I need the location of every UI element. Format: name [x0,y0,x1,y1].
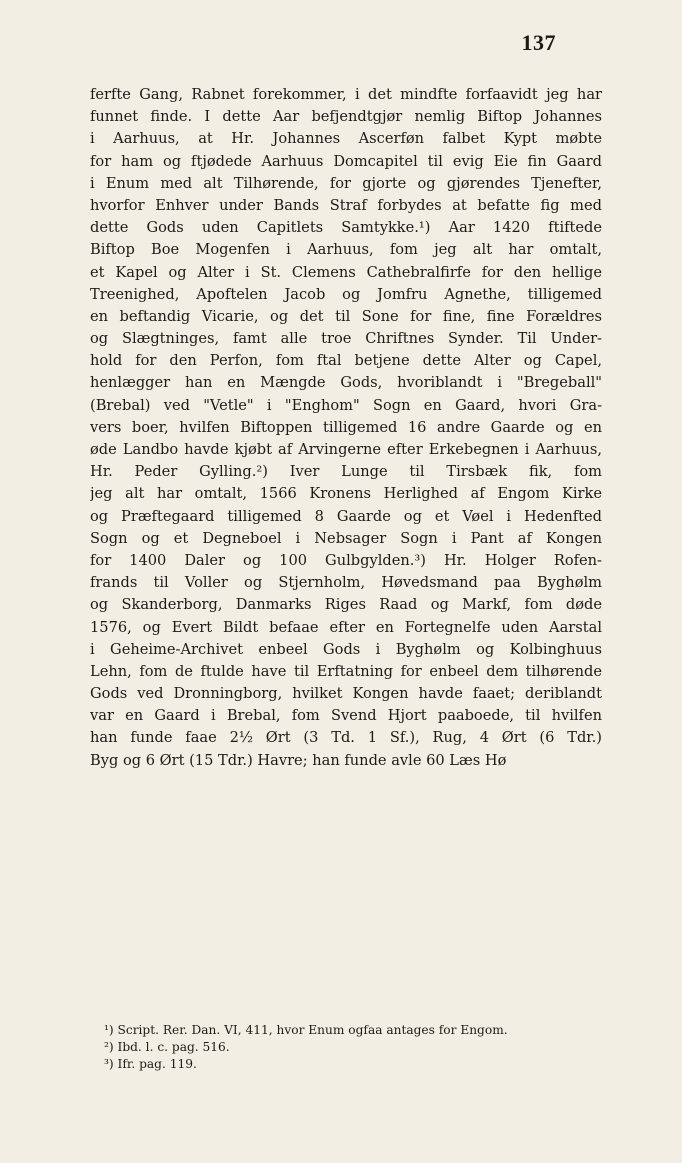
body-line: jeg alt har omtalt, 1566 Kronens Herlighed af Engom Kirke [90,485,602,503]
body-line: hvorfor Enhver under Bands Straf forbydes at befatte fig med [90,196,602,214]
body-line: Byg og 6 Ørt (15 Tdr.) Havre; han funde avle 60 Læs Hø [90,751,507,769]
body-line: og Slægtninges, famt alle troe Chriftnes Synder. Til Under- [90,330,602,348]
body-line: funnet finde. I dette Aar befjendtgjør nemlig Biftop Johannes [90,108,602,126]
body-line: i Enum med alt Tilhørende, for gjorte og gjørendes Tjenefter, [90,174,602,192]
body-line: han funde faae 2½ Ørt (3 Td. 1 Sf.), Rug, 4 Ørt (6 Tdr.) [90,729,602,747]
footnotes [104,1022,604,1073]
body-line: Lehn, fom de ftulde have til Erftatning for enbeel dem tilhørende [90,662,602,680]
body-line: Gods ved Dronningborg, hvilket Kongen havde faaet; deriblandt [90,685,602,703]
body-line: vers boer, hvilfen Biftoppen tilligemed 16 andre Gaarde og en [90,418,602,436]
footnote: ³) Ifr. pag. 119. [104,1057,197,1071]
body-line: Treenighed, Apoftelen Jacob og Jomfru Agnethe, tilligemed [90,285,602,303]
body-text [90,84,602,772]
body-line: frands til Voller og Stjernholm, Høvedsmand paa Byghølm [90,574,602,592]
body-line: og Præftegaard tilligemed 8 Gaarde og et Vøel i Hedenfted [90,507,602,525]
body-line: øde Landbo havde kjøbt af Arvingerne efter Erkebegnen i Aarhuus, [90,441,602,458]
body-line: i Geheime-Archivet enbeel Gods i Byghølm og Kolbinghuus [90,640,602,658]
body-line: Hr. Peder Gylling.²) Iver Lunge til Tirsbæk fik, fom [90,463,602,481]
body-line: og Skanderborg, Danmarks Riges Raad og Markf, fom døde [90,596,602,614]
body-line: for ham og ftjødede Aarhuus Domcapitel til evig Eie fin Gaard [90,152,602,170]
body-line: (Brebal) ved "Vetle" i "Enghom" Sogn en Gaard, hvori Gra- [90,396,602,414]
body-line: i Aarhuus, at Hr. Johannes Ascerføn falbet Kypt møbte [90,130,602,148]
body-line: dette Gods uden Capitlets Samtykke.¹) Aar 1420 ftiftede [90,219,602,237]
body-line: hold for den Perfon, fom ftal betjene dette Alter og Capel, [90,352,602,370]
body-line: et Kapel og Alter i St. Clemens Cathebralfirfe for den hellige [90,263,602,281]
body-line: Sogn og et Degneboel i Nebsager Sogn i Pant af Kongen [90,529,602,547]
body-line: var en Gaard i Brebal, fom Svend Hjort paaboede, til hvilfen [90,707,602,725]
body-line: Biftop Boe Mogenfen i Aarhuus, fom jeg alt har omtalt, [90,241,602,259]
page-number: 137 [521,30,556,55]
body-line: 1576, og Evert Bildt befaae efter en Fortegnelfe uden Aarstal [90,618,602,636]
footnote: ²) Ibd. l. c. pag. 516. [104,1040,230,1054]
body-line: for 1400 Daler og 100 Gulbgylden.³) Hr. Holger Rofen- [90,551,602,569]
footnote: ¹) Script. Rer. Dan. VI, 411, hvor Enum ogfaa antages for Engom. [104,1023,508,1037]
body-line: henlægger han en Mængde Gods, hvoriblandt i "Bregeball" [90,374,602,392]
body-line: en beftandig Vicarie, og det til Sone for fine, fine Forældres [90,307,602,325]
body-line: ferfte Gang, Rabnet forekommer, i det mindfte forfaavidt jeg har [90,86,602,103]
